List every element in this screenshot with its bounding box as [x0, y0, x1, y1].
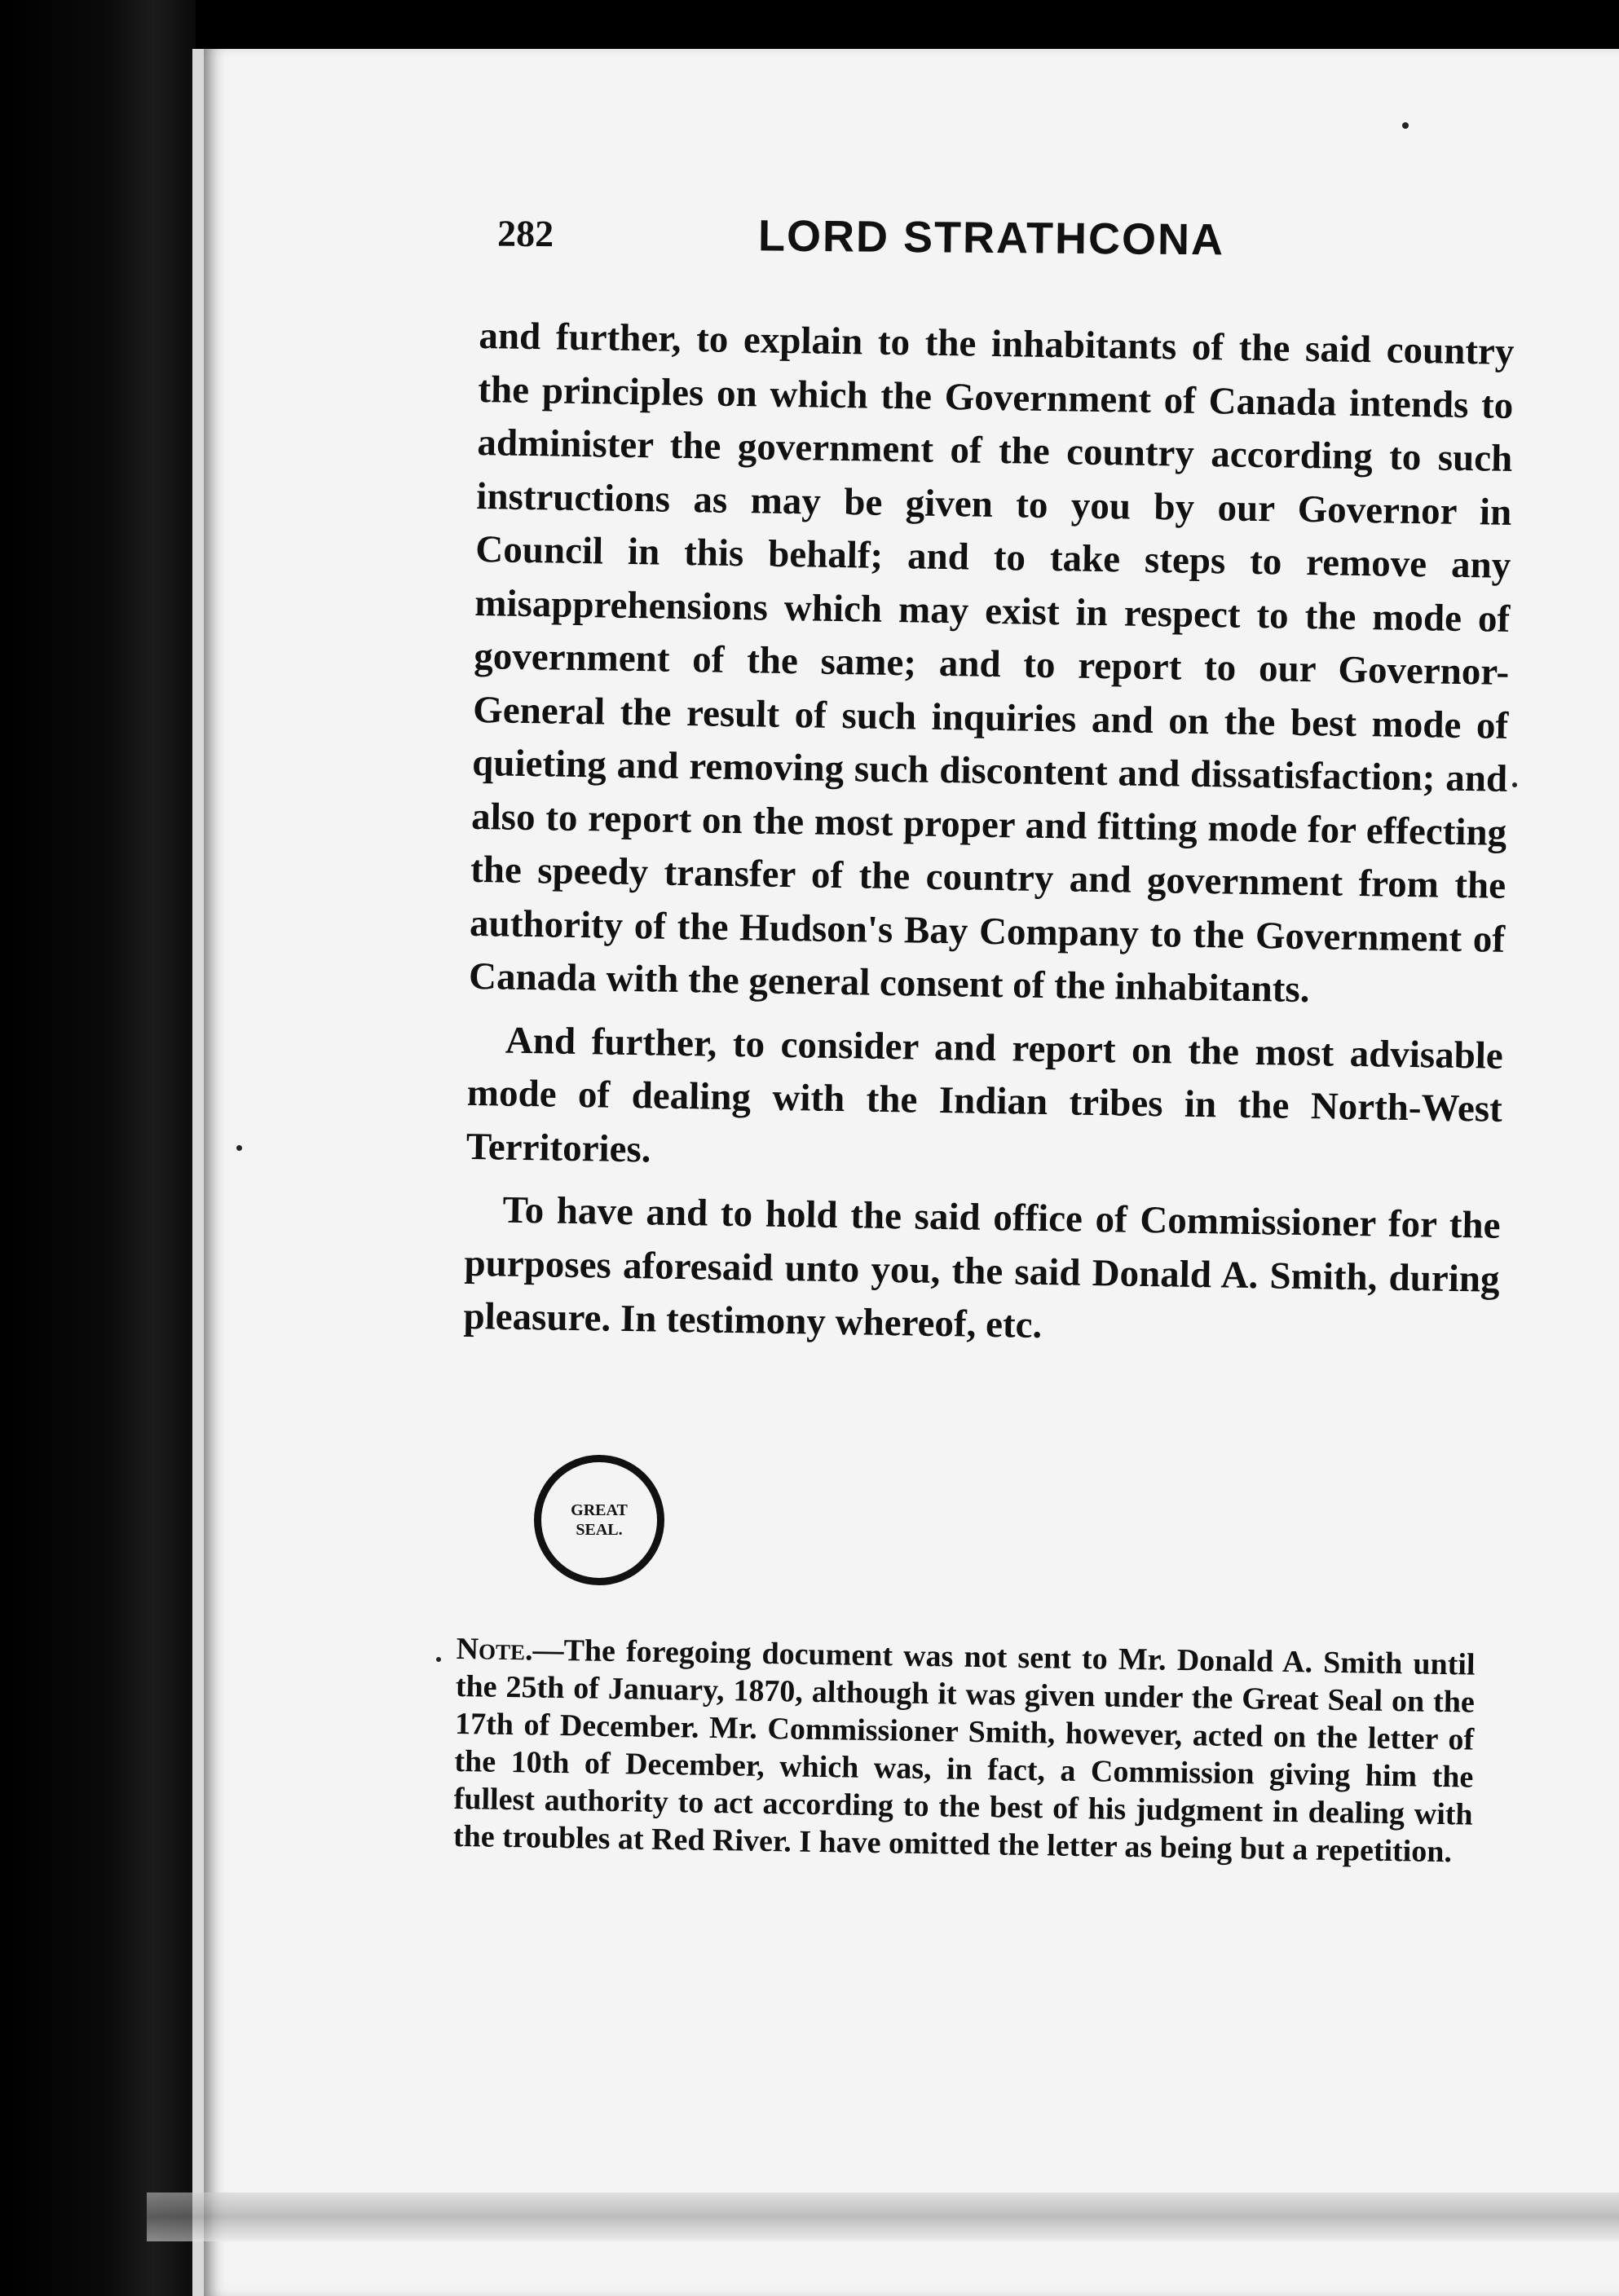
paragraph-to-have-and-to-hold: To have and to hold the said office of Commissioner for the purposes aforesaid unto you, the said Donald A. Smith, during pleasure. In testimony whereof, etc. — [463, 1188, 1501, 1346]
page-header — [497, 209, 1313, 281]
body-text — [463, 310, 1515, 1369]
page-bottom-edge — [147, 2192, 1619, 2241]
note-text: —The foregoing document was not sent to Mr. Donald A. Smith until the 25th of January, 1870, although it was given under the Great Seal on the 17th of December. Mr. Commissioner Smith, however, acted on the letter of the 10th of December, which was, in fact, a Commission giving him the fullest authority to act according to the best of his judgment in dealing with the troubles at Red River. I have omitted the letter as being but a repetition. — [452, 1633, 1476, 1870]
note-label: Note. — [456, 1631, 533, 1668]
footnote — [453, 1630, 1476, 1871]
paragraph-continuation: and further, to explain to the inhabitants of the said country the principles on which the Government of Canada intends to administer the government of the country according to such instructions as may be given to you by our Governor in Council in this behalf; and to take steps to remove any misapprehensions which may exist in respect to the mode of government of the same; and to report to our Governor-General the result of such inquiries and on the best mode of quieting and removing such discontent and dissatisfaction; and also to report on the most proper and fitting mode for effecting the speedy transfer of the country and government from the authority of the Hudson's Bay Company to the Government of Canada with the general consent of the inhabitants. — [468, 314, 1515, 1011]
dust-speck — [1402, 122, 1409, 129]
book-spine — [0, 0, 196, 2296]
running-title: LORD STRATHCONA — [757, 211, 1225, 265]
dust-speck — [1512, 782, 1517, 787]
paragraph-indian-tribes: And further, to consider and report on the most advisable mode of dealing with the Indian tribes in the North-West Territories. — [465, 1019, 1504, 1170]
page-number: 282 — [496, 212, 554, 255]
great-seal-stamp — [534, 1455, 664, 1585]
dust-speck — [436, 1657, 441, 1662]
dust-speck — [236, 1145, 242, 1151]
seal-label: GREAT SEAL. — [571, 1501, 628, 1539]
